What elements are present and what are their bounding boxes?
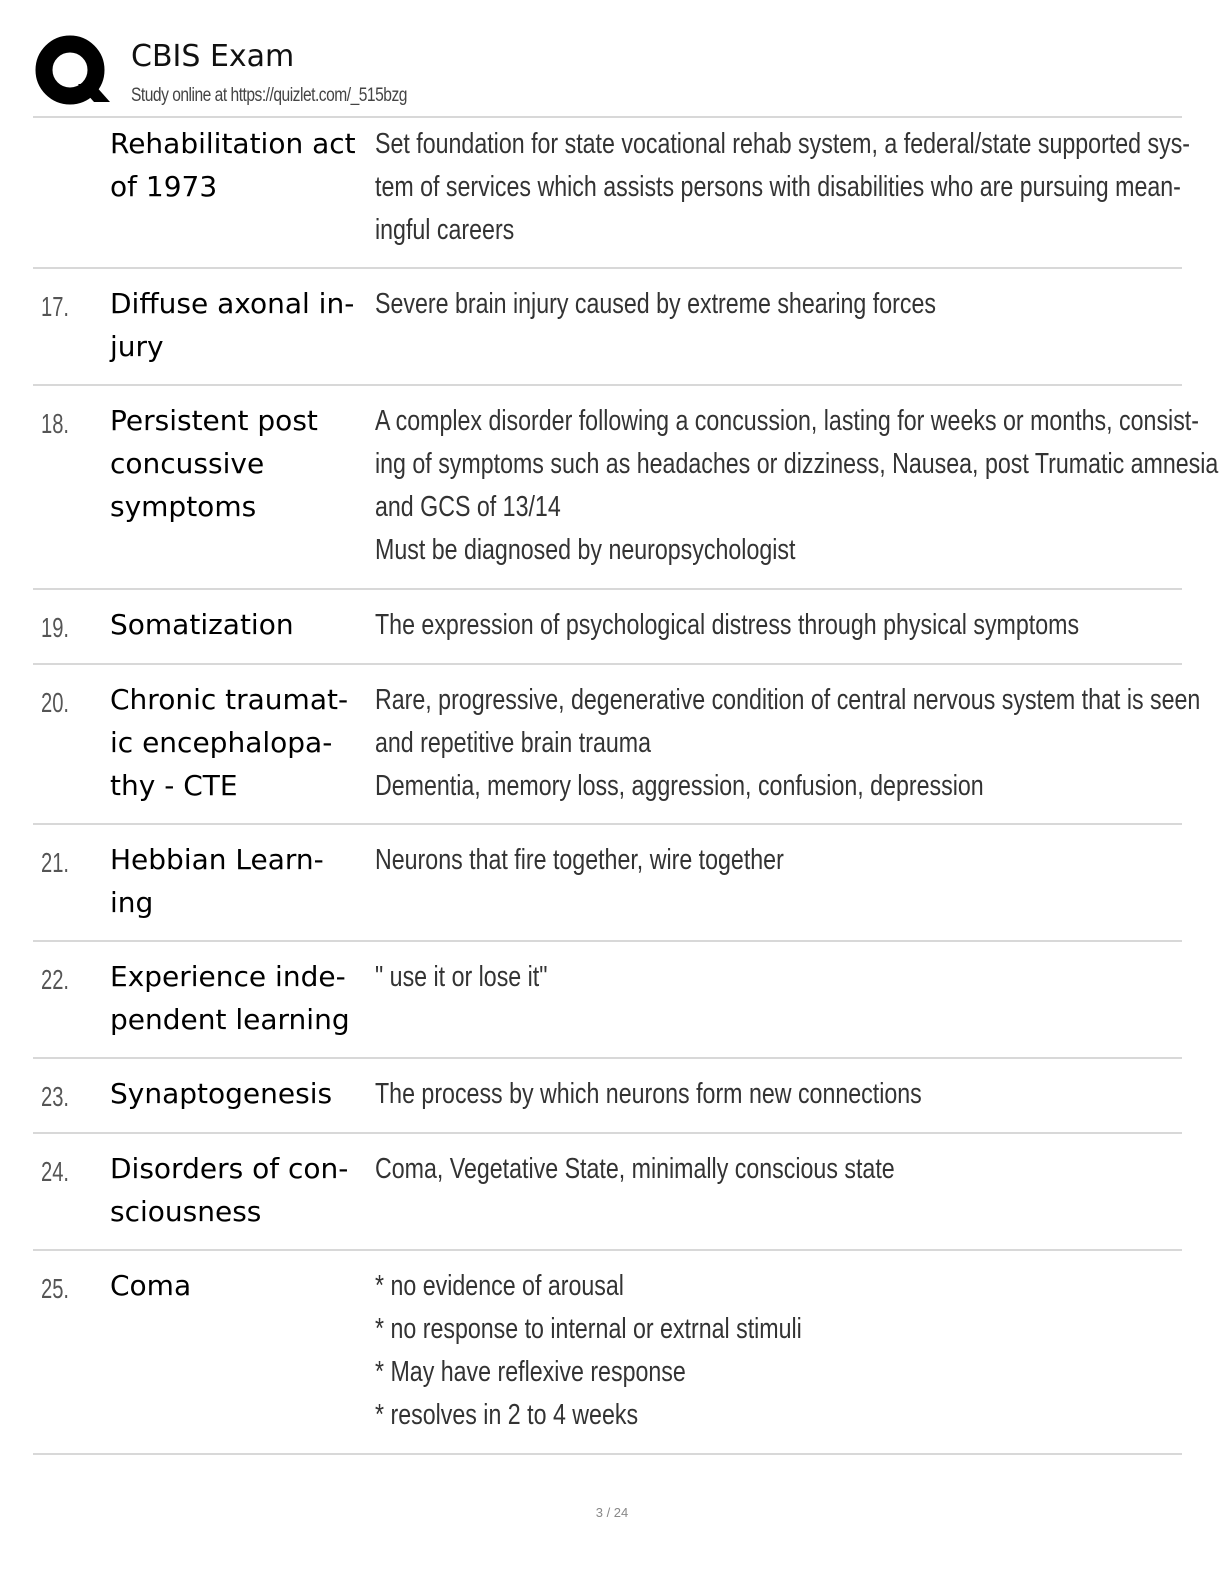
term-line: concussive [110,447,265,480]
definition [375,1148,1159,1191]
flashcard-table [33,116,1219,1455]
row-number: 23. [41,1081,70,1112]
row-number: 17. [41,291,70,322]
table-row [33,118,1191,269]
definition-line: Rare, progressive, degenerative condition of central nervous system that is seen [375,684,1201,716]
term [110,1264,372,1307]
table-row [33,942,1182,1059]
row-number: 18. [41,408,70,439]
definition [375,956,1159,999]
term-line: Persistent post [110,404,318,437]
term-line: Synaptogenesis [110,1077,333,1110]
term-line: jury [110,330,164,363]
term [110,399,372,528]
term-line: ic encephalopa- [110,726,333,759]
definition-line: ing of symptoms such as headaches or dizziness, Nausea, post Trumatic amnesia [375,448,1219,480]
term-line: thy - CTE [110,769,238,802]
page-indicator: 3 / 24 [595,1505,629,1520]
row-number: 24. [41,1156,70,1187]
term-line: Somatization [110,608,294,641]
term-line: sciousness [110,1195,262,1228]
term [110,1147,372,1233]
definition-line: ingful careers [375,214,515,246]
definition-line: Severe brain injury caused by extreme shearing forces [375,288,936,320]
term [110,955,372,1041]
page-header [34,34,1184,114]
definition [375,1265,1159,1437]
term-line: Diffuse axonal in- [110,287,355,320]
term-line: Rehabilitation act [110,127,356,160]
term-line: symptoms [110,490,257,523]
definition [375,283,1159,326]
definition-line: The process by which neurons form new connections [375,1078,922,1110]
row-number: 21. [41,847,70,878]
row-number: 19. [41,612,70,643]
definition-line: Must be diagnosed by neuropsychologist [375,534,796,566]
definition-line: * May have reflexive response [375,1356,686,1388]
set-url-subtitle: Study online at https://quizlet.com/_515bzg [131,85,407,106]
term-line: Disorders of con- [110,1152,349,1185]
definition [375,400,1219,572]
quizlet-q-logo-icon [34,34,112,112]
term-line: Chronic traumat- [110,683,349,716]
row-number: 22. [41,964,70,995]
definition-line: The expression of psychological distress through physical symptoms [375,609,1080,641]
definition-line: Dementia, memory loss, aggression, confusion, depression [375,770,984,802]
definition-line: and repetitive brain trauma [375,727,651,759]
definition-line: * no response to internal or extrnal stimuli [375,1313,802,1345]
term [110,603,372,646]
table-row [33,825,1182,942]
definition [375,839,1159,882]
definition-line: and GCS of 13/14 [375,491,561,523]
table-row [33,269,1182,386]
set-title: CBIS Exam [131,39,295,74]
row-number: 25. [41,1273,70,1304]
definition [375,679,1201,808]
definition [375,1073,1159,1116]
definition-line: Coma, Vegetative State, minimally conscious state [375,1153,895,1185]
definition-line: Neurons that fire together, wire together [375,844,784,876]
definition [375,604,1159,647]
term [110,838,372,924]
term [110,678,372,807]
term-line: Hebbian Learn- [110,843,324,876]
definition-line: " use it or lose it" [375,961,548,993]
definition-line: tem of services which assists persons with disabilities who are pursuing mean- [375,171,1181,203]
term-line: Coma [110,1269,192,1302]
definition-line: * resolves in 2 to 4 weeks [375,1399,639,1431]
definition-line: * no evidence of arousal [375,1270,624,1302]
definition [375,123,1191,252]
definition-line: Set foundation for state vocational rehab system, a federal/state supported sys- [375,128,1191,160]
table-row [33,1059,1182,1134]
term [110,1072,372,1115]
table-row [33,1251,1182,1455]
term [110,282,372,368]
term-line: ing [110,886,154,919]
table-row [33,665,1201,825]
table-row [33,1134,1182,1251]
row-number: 20. [41,687,70,718]
term-line: pendent learning [110,1003,350,1036]
term-line: Experience inde- [110,960,346,993]
table-row [33,590,1182,665]
definition-line: A complex disorder following a concussion, lasting for weeks or months, consist- [375,405,1199,437]
table-row [33,386,1219,590]
term-line: of 1973 [110,170,218,203]
term [110,122,372,208]
